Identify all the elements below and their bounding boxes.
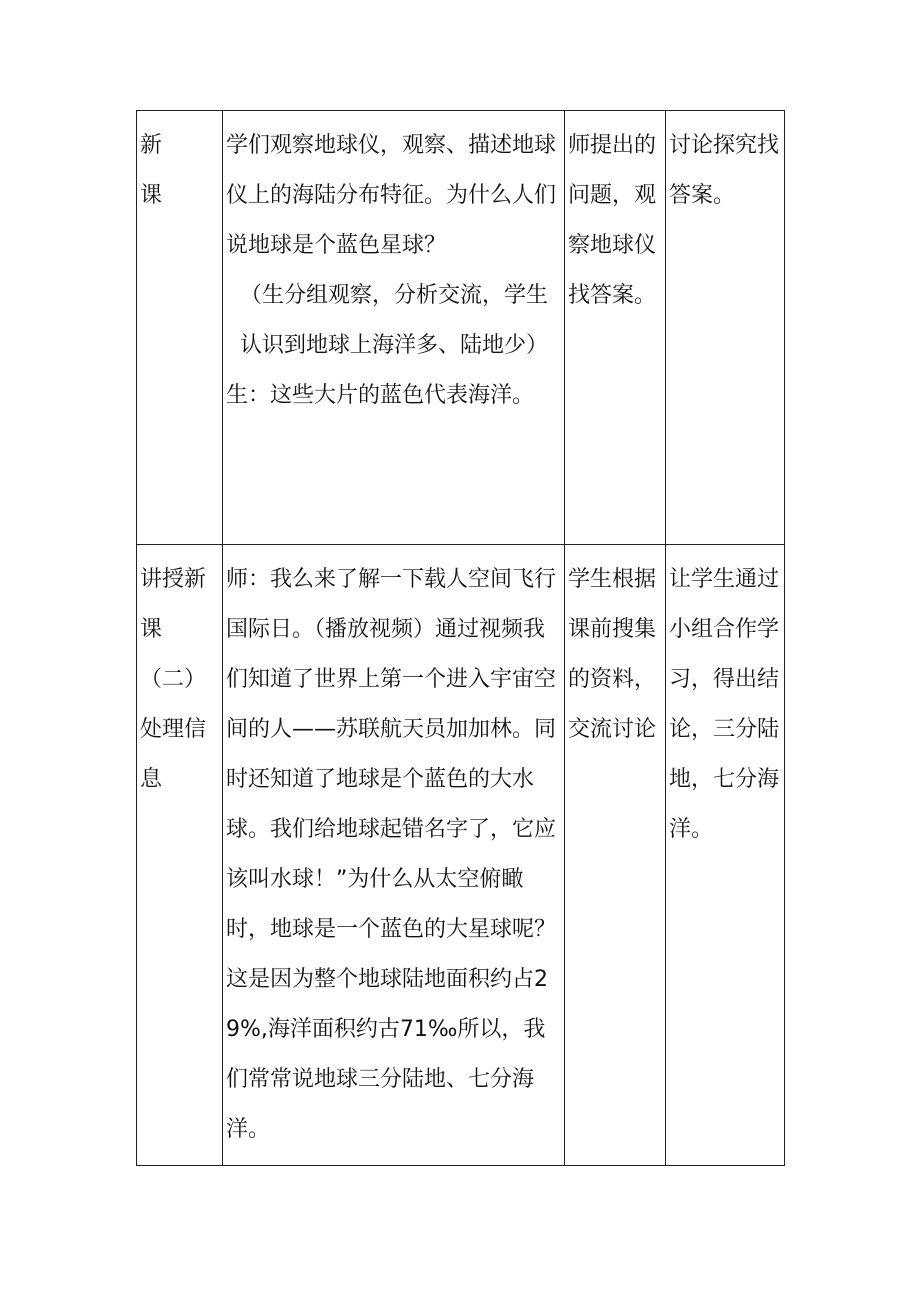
stage-cell xyxy=(137,111,223,545)
stage-text: （二）处理信息 xyxy=(140,667,207,792)
stage-cell xyxy=(137,545,223,1166)
stage-text: 讲授新课 xyxy=(140,567,207,642)
student-activity-cell xyxy=(565,545,666,1166)
teacher-text: （生分组观察，分析交流，学生认识到地球上海洋多、陆地少） xyxy=(240,283,549,358)
design-text: 让学生通过小组合作学习，得出结论，三分陆地，七分海洋。 xyxy=(669,567,780,842)
teacher-text: 生：这些大片的蓝色代表海洋。 xyxy=(226,383,535,408)
teacher-text: 学们观察地球仪，观察、描述地球仪上的海陆分布特征。为什么人们说地球是个蓝色星球？ xyxy=(226,133,557,258)
stage-text: 课 xyxy=(140,183,163,208)
design-intent-cell xyxy=(666,545,785,1166)
table-row xyxy=(137,545,785,1166)
stage-text: 新 xyxy=(140,133,163,158)
teacher-activity-cell xyxy=(223,545,565,1166)
student-activity-cell xyxy=(565,111,666,545)
teacher-text: 师：我么来了解一下载人空间飞行国际日。（播放视频）通过视频我们知道了世界上第一个进入宇宙空间的人——苏联航天员加加林。同时还知道了地球是个蓝色的大水球。我们给地球起错名字了，它应该叫水球！”为什么从太空俯瞰时，地球是一个蓝色的大星球呢？这是因为整个地球陆地面积约占29%,海洋面积约古71‰所以，我们常常说地球三分陆地、七分海洋。 xyxy=(226,567,557,1142)
lesson-plan-table xyxy=(136,110,785,1166)
design-text: 讨论探究找答案。 xyxy=(669,133,780,208)
student-text: 学生根据课前搜集的资料，交流讨论 xyxy=(568,567,657,742)
table-row xyxy=(137,111,785,545)
student-text: 师提出的问题，观察地球仪找答案。 xyxy=(568,133,657,308)
design-intent-cell xyxy=(666,111,785,545)
teacher-activity-cell xyxy=(223,111,565,545)
